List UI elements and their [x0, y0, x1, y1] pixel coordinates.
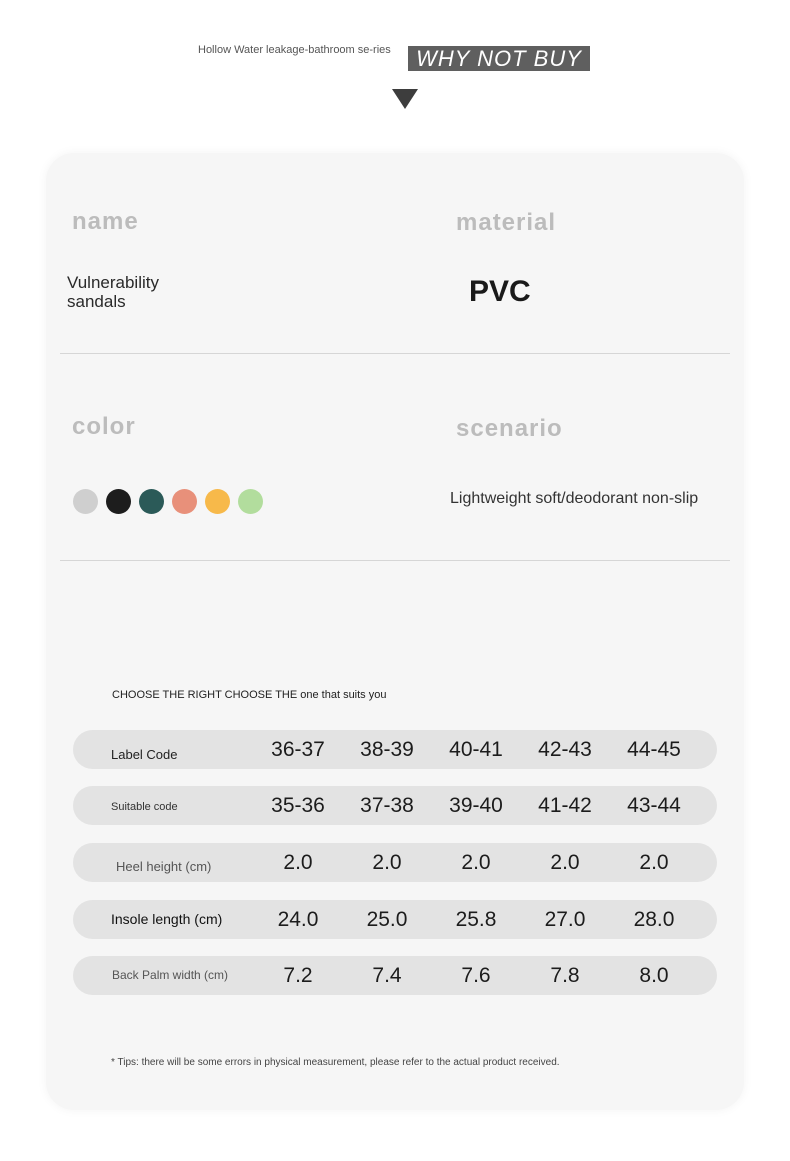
name-heading: name [72, 208, 139, 235]
row-label: Suitable code [111, 801, 178, 813]
size-cell: 40-41 [449, 738, 503, 761]
size-cell: 41-42 [538, 794, 592, 817]
size-cell: 39-40 [449, 794, 503, 817]
color-swatch-yellow[interactable] [205, 489, 230, 514]
size-cell: 27.0 [544, 908, 586, 931]
color-swatches [73, 489, 271, 514]
divider [60, 353, 730, 354]
size-cell: 42-43 [538, 738, 592, 761]
divider [60, 560, 730, 561]
scenario-heading: scenario [456, 415, 563, 442]
size-cell: 44-45 [627, 738, 681, 761]
color-heading: color [72, 413, 136, 440]
row-label: Back Palm width (cm) [112, 968, 229, 982]
color-swatch-coral[interactable] [172, 489, 197, 514]
size-cell: 37-38 [360, 794, 414, 817]
size-row-heel-height [73, 843, 717, 882]
down-arrow-icon [392, 89, 418, 109]
size-row-label-code [73, 730, 717, 769]
size-cell: 25.0 [366, 908, 408, 931]
size-cell: 7.8 [550, 964, 580, 987]
size-row-insole-length [73, 900, 717, 939]
why-not-buy-banner: WHY NOT BUY [408, 46, 590, 71]
size-row-back-palm-width [73, 956, 717, 995]
size-cell: 2.0 [550, 851, 580, 874]
product-info-card [46, 153, 744, 1110]
color-swatch-black[interactable] [106, 489, 131, 514]
series-subtitle: Hollow Water leakage-bathroom se-ries [198, 44, 391, 56]
size-cell: 7.6 [461, 964, 491, 987]
size-cell: 36-37 [271, 738, 325, 761]
row-label: Insole length (cm) [111, 911, 223, 927]
row-label: Label Code [111, 747, 178, 762]
size-cell: 38-39 [360, 738, 414, 761]
name-value: Vulnerability sandals [67, 273, 159, 311]
size-cell: 2.0 [283, 851, 313, 874]
size-cell: 2.0 [372, 851, 402, 874]
material-heading: material [456, 209, 557, 236]
size-cell: 25.8 [455, 908, 497, 931]
measurement-tips: * Tips: there will be some errors in physical measurement, please refer to the actual product received. [111, 1057, 560, 1068]
size-cell: 35-36 [271, 794, 325, 817]
scenario-value: Lightweight soft/deodorant non-slip [450, 490, 699, 507]
size-cell: 7.4 [372, 964, 402, 987]
size-cell: 2.0 [639, 851, 669, 874]
size-cell: 2.0 [461, 851, 491, 874]
size-cell: 24.0 [277, 908, 319, 931]
color-swatch-teal[interactable] [139, 489, 164, 514]
row-label: Heel height (cm) [116, 859, 212, 874]
color-swatch-gray[interactable] [73, 489, 98, 514]
size-cell: 43-44 [627, 794, 681, 817]
size-cell: 7.2 [283, 964, 313, 987]
size-cell: 8.0 [639, 964, 669, 987]
color-swatch-green[interactable] [238, 489, 263, 514]
size-chart-title: CHOOSE THE RIGHT CHOOSE THE one that suits you [112, 689, 387, 701]
size-cell: 28.0 [633, 908, 675, 931]
material-value: PVC [469, 275, 531, 308]
size-row-suitable-code [73, 786, 717, 825]
